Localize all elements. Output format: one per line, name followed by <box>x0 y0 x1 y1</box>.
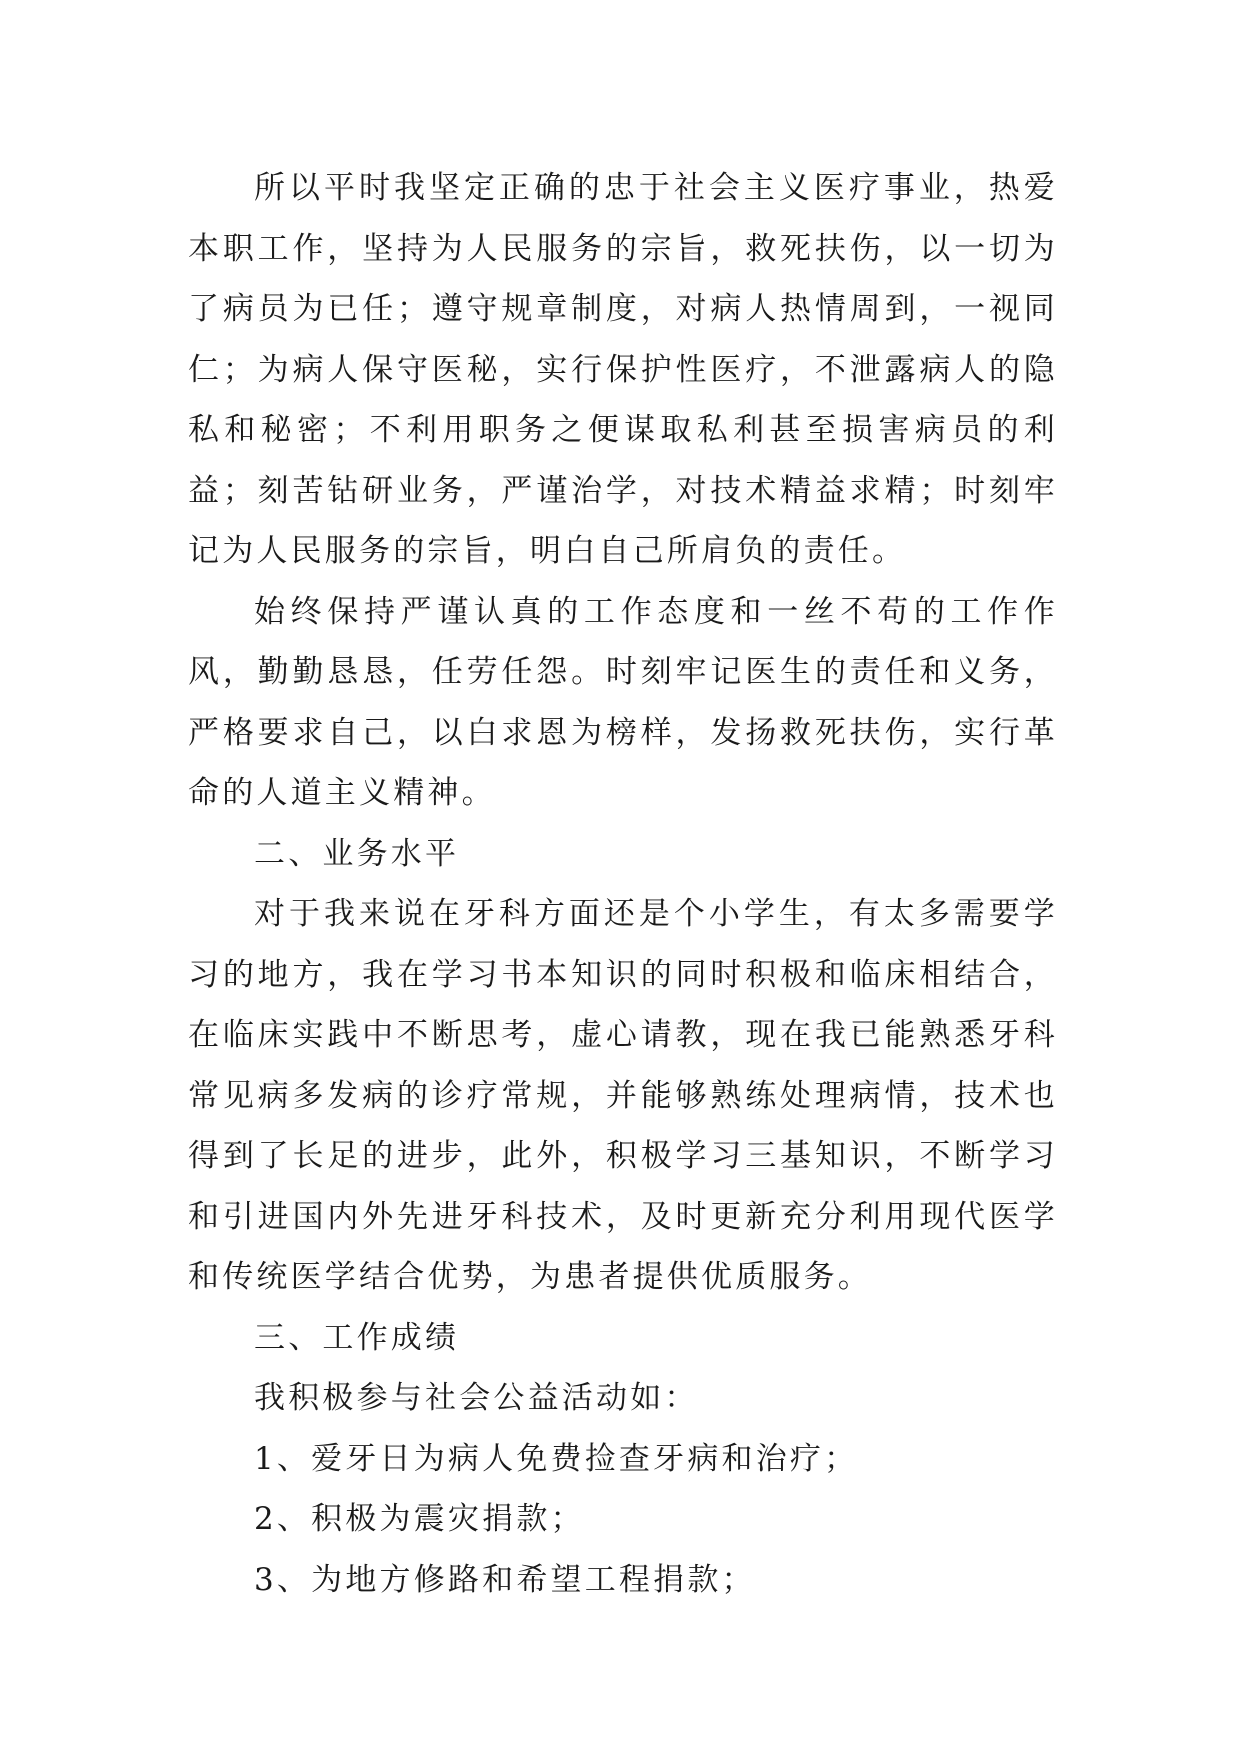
list-item-disaster-donation: 2、积极为震灾捐款； <box>254 1501 585 1537</box>
paragraph-professional-level: 对于我来说在牙科方面还是个小学生，有太多需要学习的地方，我在学习书本知识的同时积极和临床相结合，在临床实践中不断思考，虚心请教，现在我已能熟悉牙科常见病多发病的诊疗常规，并能够熟练处理病情，技术也得到了长足的进步，此外，积极学习三基知识，不断学习和引进国内外先进牙科技术，及时更新充分利用现代医学和传统医学结合优势，为患者提供优质服务。 <box>188 896 1058 1295</box>
paragraph-ethics: 所以平时我坚定正确的忠于社会主义医疗事业，热爱本职工作，坚持为人民服务的宗旨，救死扶伤，以一切为了病员为已任；遵守规章制度，对病人热情周到，一视同仁；为病人保守医秘，实行保护性医疗，不泄露病人的隐私和秘密；不利用职务之便谋取私利甚至损害病员的利益；刻苦钻研业务，严谨治学，对技术精益求精；时刻牢记为人民服务的宗旨，明白自己所肩负的责任。 <box>188 170 1058 569</box>
list-item-road-donation: 3、为地方修路和希望工程捐款； <box>254 1561 756 1598</box>
paragraph-public-welfare-intro: 我积极参与社会公益活动如： <box>254 1380 699 1416</box>
section-heading-professional-level: 二、业务水平 <box>254 835 460 872</box>
document-body <box>188 158 1058 1610</box>
paragraph-attitude: 始终保持严谨认真的工作态度和一丝不苟的工作作风，勤勤恳恳，任劳任怨。时刻牢记医生的责任和义务，严格要求自己，以白求恩为榜样，发扬救死扶伤，实行革命的人道主义精神。 <box>188 593 1058 811</box>
list-item-free-checkups: 1、爱牙日为病人免费捡查牙病和治疗； <box>254 1440 859 1477</box>
section-heading-achievements: 三、工作成绩 <box>254 1319 460 1356</box>
